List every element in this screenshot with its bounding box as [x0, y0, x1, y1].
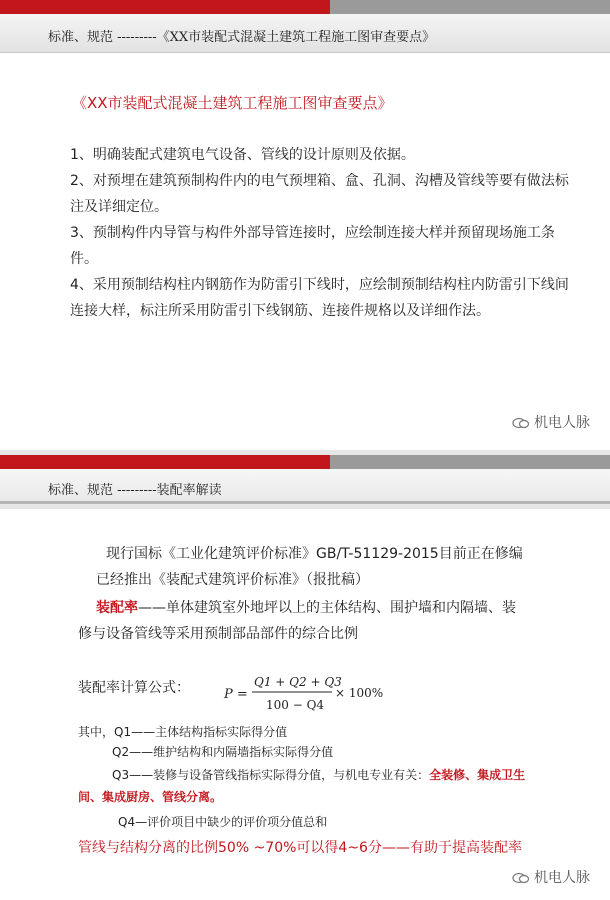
- slide-1-item-3: 3、预制构件内导管与构件外部导管连接时，应绘制连接大样并预留现场施工条件。: [70, 225, 555, 267]
- slide-2-top-bar: [0, 455, 610, 469]
- q3-text: Q3——装修与设备管线指标实际得分值，与机电专业有关：: [112, 768, 430, 782]
- wechat-icon: [512, 872, 530, 884]
- q-intro: 其中，: [78, 725, 115, 739]
- formula-denominator: 100 − Q4: [266, 698, 325, 712]
- formula-tail: × 100%: [335, 686, 384, 700]
- slide-1-title: 《XX市装配式混凝土建筑工程施工图审查要点》: [72, 94, 393, 112]
- formula: [222, 668, 392, 718]
- conclusion: 管线与结构分离的比例50% ~70%可以得4~6分——有助于提高装配率: [78, 840, 522, 856]
- slide-2-watermark: [512, 867, 590, 887]
- formula-label: 装配率计算公式：: [78, 680, 190, 696]
- slide-1-header: [0, 14, 610, 53]
- slide-2-definition-line-1: [96, 597, 516, 617]
- slide-2: [0, 455, 610, 900]
- q3-line-1: [112, 766, 525, 783]
- q3-highlight-a: 全装修、集成卫生: [429, 768, 526, 782]
- slide-2-watermark-text: 机电人脉: [534, 870, 590, 886]
- slide-1-top-bar: [0, 0, 610, 14]
- q3-highlight-b: 间、集成厨房、管线分离。: [78, 790, 223, 804]
- slide-1-header-text: 标准、规范 ---------《XX市装配式混凝土建筑工程施工图审查要点》: [48, 30, 436, 45]
- q2-text: Q2——维护结构和内隔墙指标实际得分值: [112, 745, 334, 759]
- q-list: [78, 723, 287, 740]
- slide-2-definition-line-2: 修与设备管线等采用预制部品部件的综合比例: [78, 626, 358, 642]
- wechat-icon: [512, 417, 530, 429]
- slide-1-item-1: 1、明确装配式建筑电气设备、管线的设计原则及依据。: [70, 147, 415, 163]
- definition-term: 装配率: [96, 600, 138, 616]
- slide-2-header: [0, 469, 610, 509]
- formula-lhs: P =: [224, 687, 248, 702]
- slide-2-line-2: 已经推出《装配式建筑评价标准》（报批稿）: [96, 572, 369, 588]
- slide-1-watermark-text: 机电人脉: [534, 415, 590, 431]
- slide-1-item-4: 4、采用预制结构柱内钢筋作为防雷引下线时，应绘制预制结构柱内防雷引下线间连接大样，标注所采用防雷引下线钢筋、连接件规格以及详细作法。: [70, 277, 569, 319]
- q1-text: Q1——主体结构指标实际得分值: [114, 725, 288, 739]
- definition-text-a: ——单体建筑室外地坪以上的主体结构、围护墙和内隔墙、装: [138, 600, 516, 616]
- slide-1-item-2: 2、对预埋在建筑预制构件内的电气预埋箱、盒、孔洞、沟槽及管线等要有做法标注及详细定位。: [70, 173, 569, 215]
- q4-text: Q4—评价项目中缺少的评价项分值总和: [118, 815, 328, 829]
- slide-1-watermark: [512, 412, 590, 432]
- slide-2-line-1: 现行国标《工业化建筑评价标准》GB/T-51129-2015目前正在修编: [106, 546, 523, 562]
- formula-numerator: Q1 + Q2 + Q3: [254, 675, 342, 689]
- slide-2-header-text: 标准、规范 ---------装配率解读: [48, 483, 222, 498]
